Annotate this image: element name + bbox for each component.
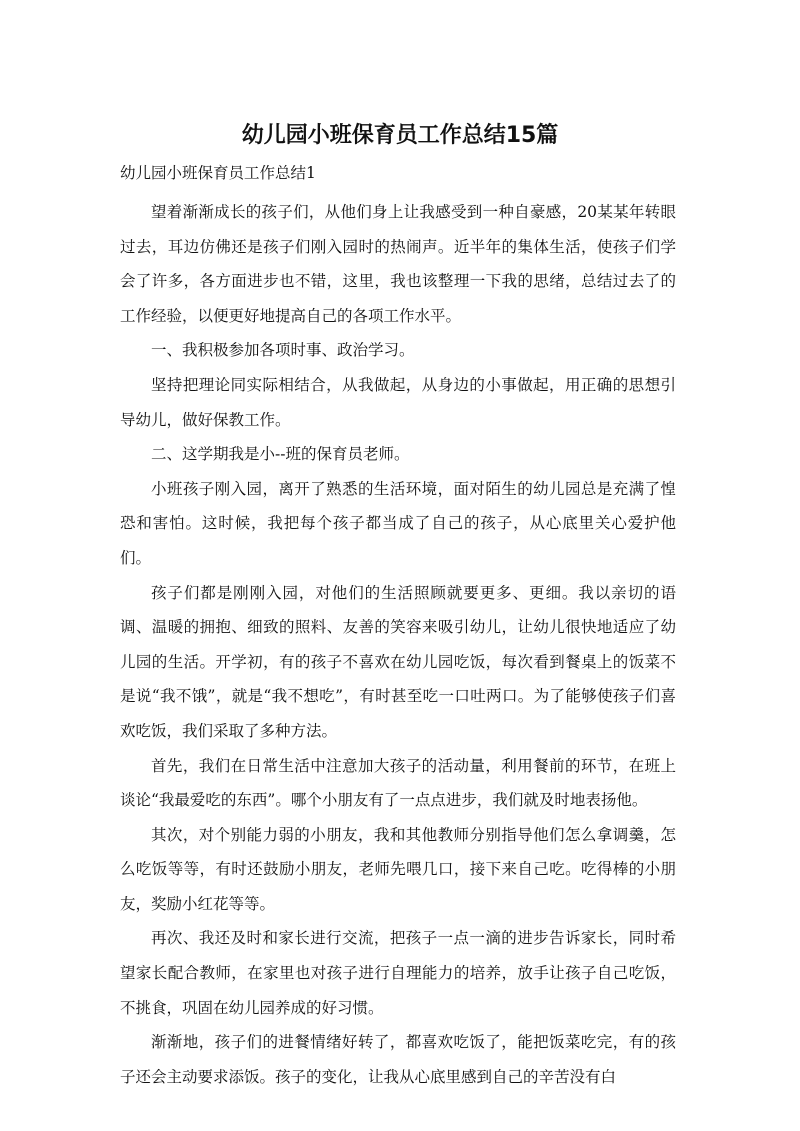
paragraph-heading-1: 一、我积极参加各项时事、政治学习。 [151, 341, 415, 360]
paragraph: 其次，对个别能力弱的小朋友，我和其他教师分别指导他们怎么拿调羹，怎么吃饭等等，有时还鼓励小朋友，老师先喂几口，接下来自己吃。吃得棒的小朋友，奖励小红花等等。 [120, 825, 676, 913]
paragraph: 小班孩子刚入园，离开了熟悉的生活环境，面对陌生的幼儿园总是充满了惶恐和害怕。这时候，我把每个孩子都当成了自己的孩子，从心底里关心爱护他们。 [120, 479, 676, 567]
paragraph: 再次、我还及时和家长进行交流，把孩子一点一滴的进步告诉家长，同时希望家长配合教师，在家里也对孩子进行自理能力的培养，放手让孩子自己吃饭，不挑食，巩固在幼儿园养成的好习惯。 [120, 929, 676, 1017]
paragraph: 渐渐地，孩子们的进餐情绪好转了，都喜欢吃饭了，能把饭菜吃完，有的孩子还会主动要求添饭。孩子的变化，让我从心底里感到自己的辛苦没有白 [120, 1033, 676, 1086]
paragraph-heading-2: 二、这学期我是小--班的保育员老师。 [151, 445, 410, 464]
paragraph: 孩子们都是刚刚入园，对他们的生活照顾就要更多、更细。我以亲切的语调、温暖的拥抱、细致的照料、友善的笑容来吸引幼儿，让幼儿很快地适应了幼儿园的生活。开学初，有的孩子不喜欢在幼儿园吃饭，每次看到餐桌上的饭菜不是说“我不饿”，就是“我不想吃”，有时甚至吃一口吐两口。为了能够使孩子们喜欢吃饭，我们采取了多种方法。 [120, 583, 676, 740]
paragraph-intro: 望着渐渐成长的孩子们，从他们身上让我感受到一种自豪感，20某某年转眼过去，耳边仿佛还是孩子们刚入园时的热闹声。近半年的集体生活，使孩子们学会了许多，各方面进步也不错，这里，我也该整理一下我的思绪，总结过去了的工作经验，以便更好地提高自己的各项工作水平。 [120, 203, 676, 325]
document-body [120, 195, 676, 1094]
section-subtitle: 幼儿园小班保育员工作总结1 [120, 164, 316, 182]
paragraph: 坚持把理论同实际相结合，从我做起，从身边的小事做起，用正确的思想引导幼儿，做好保教工作。 [120, 375, 676, 429]
document-title: 幼儿园小班保育员工作总结15篇 [241, 123, 559, 148]
paragraph: 首先，我们在日常生活中注意加大孩子的活动量，利用餐前的环节，在班上谈论“我最爱吃的东西”。哪个小朋友有了一点点进步，我们就及时地表扬他。 [120, 756, 676, 810]
